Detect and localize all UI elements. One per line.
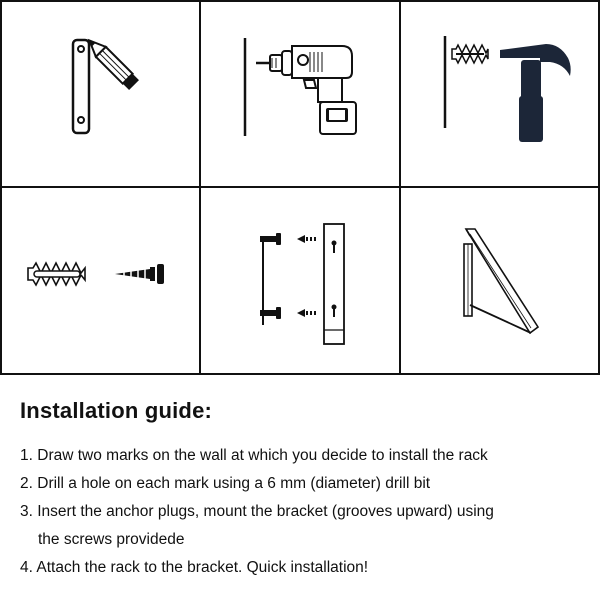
hammer-icon xyxy=(500,44,571,142)
screw-icon xyxy=(115,264,164,284)
step-1-illustration xyxy=(0,0,200,187)
drill-icon xyxy=(256,46,356,134)
step-2-illustration xyxy=(200,0,400,187)
bracket-icon xyxy=(324,224,344,344)
arrow-left-icon xyxy=(297,235,316,243)
bracket-icon xyxy=(73,40,89,133)
step-number: 1. xyxy=(20,447,33,464)
instruction-step xyxy=(20,470,590,498)
step-number: 4. xyxy=(20,559,33,576)
anchor-plug-icon xyxy=(452,45,488,63)
step-3-illustration xyxy=(400,0,600,187)
pencil-icon xyxy=(85,36,139,90)
step-5-illustration xyxy=(200,187,400,375)
instruction-step xyxy=(20,498,590,554)
folding-rack-icon xyxy=(464,229,538,333)
step-number: 2. xyxy=(20,475,33,492)
step-number: 3. xyxy=(20,503,33,520)
step-4-illustration xyxy=(0,187,200,375)
step-text: Drill a hole on each mark using a 6 mm (diameter) drill bit xyxy=(37,475,431,492)
instruction-step xyxy=(20,554,590,582)
step-text: Draw two marks on the wall at which you decide to install the rack xyxy=(37,447,488,464)
guide-title: Installation guide: xyxy=(20,398,213,423)
anchor-plug-icon xyxy=(28,263,85,285)
step-text: Insert the anchor plugs, mount the bracket (grooves upward) using xyxy=(37,503,494,520)
step-text: Attach the rack to the bracket. Quick installation! xyxy=(36,559,369,576)
arrow-left-icon xyxy=(297,309,316,317)
instruction-list xyxy=(20,442,590,582)
step-text-continuation: the screws providede xyxy=(38,531,185,548)
instruction-step xyxy=(20,442,590,470)
step-6-illustration xyxy=(400,187,600,375)
